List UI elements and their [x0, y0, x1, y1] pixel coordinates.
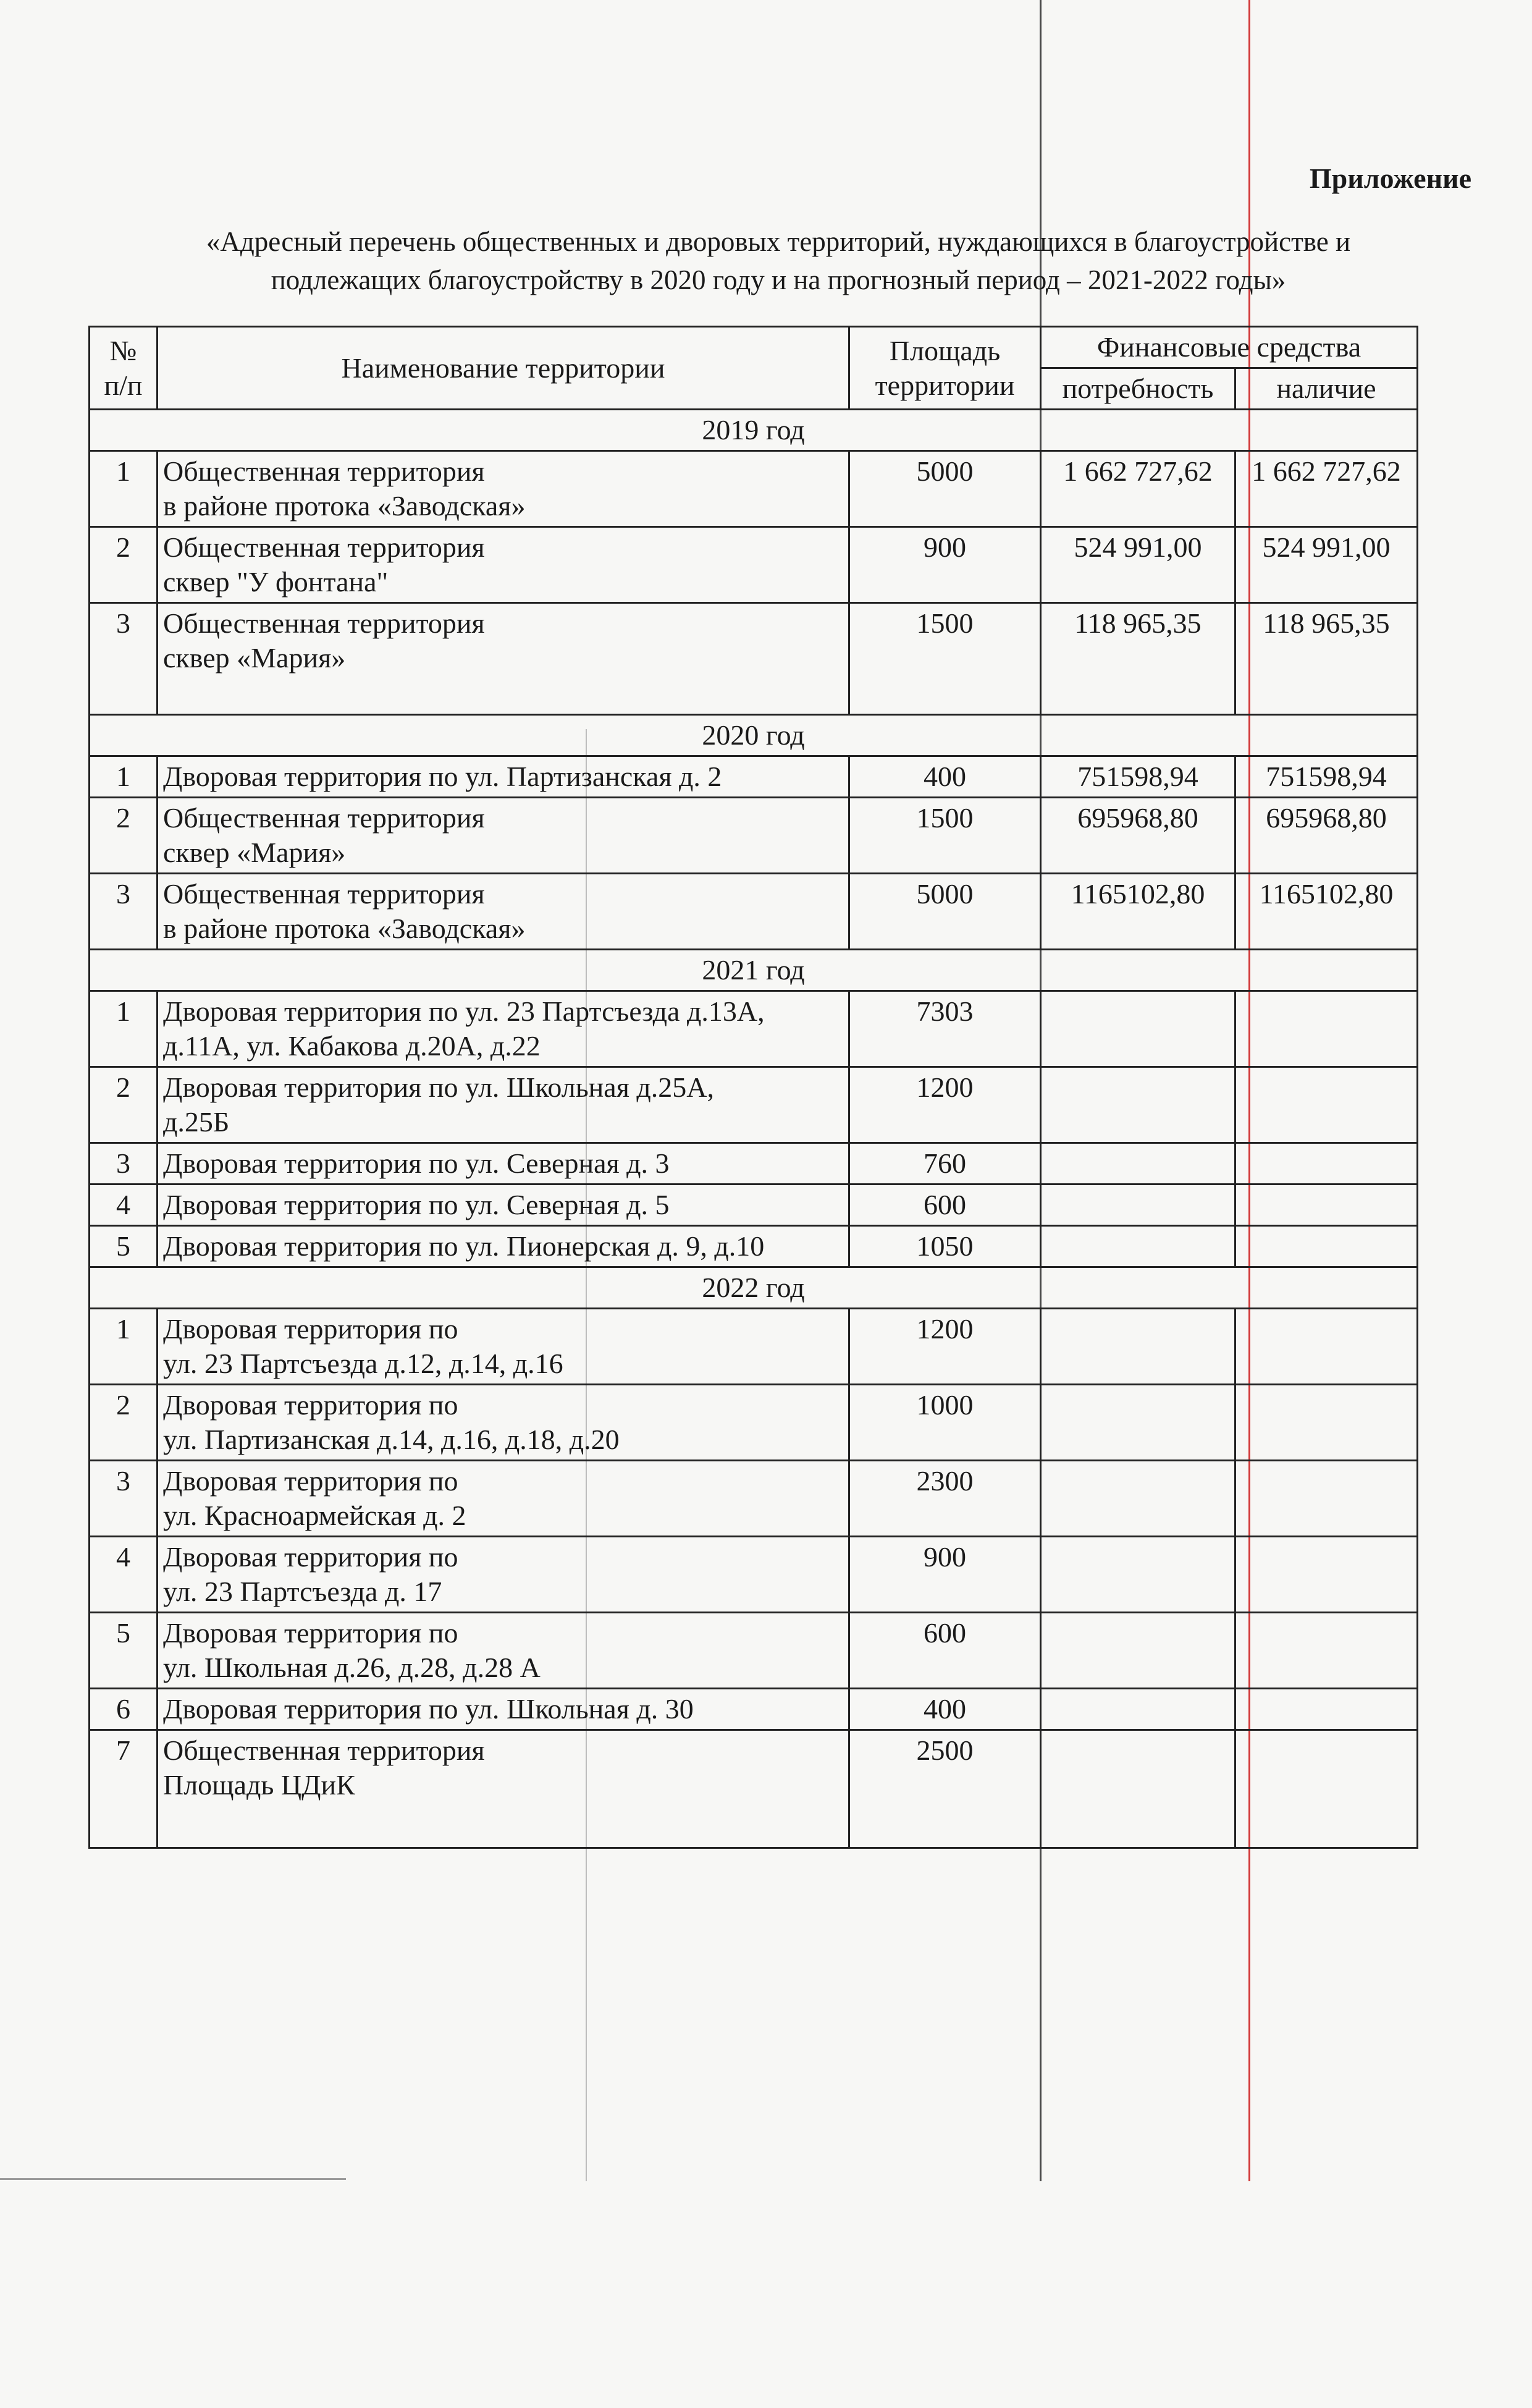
territory-area: 600: [849, 1613, 1041, 1689]
territory-name-line2: в районе протока «Заводская»: [163, 913, 526, 944]
finance-need: [1041, 1185, 1235, 1226]
finance-available: 1165102,80: [1235, 874, 1418, 950]
finance-need: [1041, 1537, 1235, 1613]
finance-need: [1041, 1385, 1235, 1461]
finance-available: [1235, 1067, 1418, 1143]
territory-name: [158, 1185, 849, 1226]
territory-area: 1050: [849, 1226, 1041, 1267]
territory-name-line1: Дворовая территория по ул. Пионерская д. 9, д.10: [163, 1230, 765, 1262]
table-row: [90, 1143, 1418, 1185]
territory-name-line2: сквер "У фонтана": [163, 566, 389, 598]
territory-name-line2: д.11А, ул. Кабакова д.20А, д.22: [163, 1030, 541, 1062]
row-number: 4: [90, 1185, 158, 1226]
row-number: 2: [90, 527, 158, 603]
table-row: [90, 1730, 1418, 1848]
header-finance: Финансовые средства: [1041, 327, 1418, 368]
finance-available: 695968,80: [1235, 798, 1418, 874]
territory-name: [158, 1613, 849, 1689]
territory-name-line1: Дворовая территория по ул. Северная д. 5: [163, 1189, 670, 1220]
territory-name-line2: ул. Партизанская д.14, д.16, д.18, д.20: [163, 1424, 620, 1455]
territory-name-line1: Общественная территория: [163, 607, 485, 639]
header-area-word1: Площадь: [889, 334, 1001, 366]
year-row: [90, 715, 1418, 756]
territory-name-line2: Площадь ЦДиК: [163, 1769, 355, 1801]
territory-name: [158, 1309, 849, 1385]
territory-name: [158, 874, 849, 950]
territory-name-line2: ул. 23 Партсъезда д. 17: [163, 1576, 442, 1607]
territory-area: 5000: [849, 874, 1041, 950]
finance-need: [1041, 991, 1235, 1067]
row-number: 3: [90, 874, 158, 950]
finance-available: 118 965,35: [1235, 603, 1418, 715]
territory-area: 600: [849, 1185, 1041, 1226]
table-row: [90, 1185, 1418, 1226]
finance-available: [1235, 1730, 1418, 1848]
territory-area: 2300: [849, 1461, 1041, 1537]
table-row: [90, 1461, 1418, 1537]
table-row: [90, 1226, 1418, 1267]
row-number: 1: [90, 756, 158, 798]
finance-available: [1235, 1185, 1418, 1226]
table-row: [90, 603, 1418, 715]
territory-area: 400: [849, 756, 1041, 798]
territory-name-line1: Общественная территория: [163, 878, 485, 910]
territory-name: [158, 1730, 849, 1848]
row-number: 2: [90, 1385, 158, 1461]
territory-name: [158, 756, 849, 798]
finance-available: [1235, 1385, 1418, 1461]
finance-available: [1235, 1226, 1418, 1267]
table-body: [90, 410, 1418, 1848]
territory-name-line2: ул. 23 Партсъезда д.12, д.14, д.16: [163, 1348, 563, 1379]
territory-area: 7303: [849, 991, 1041, 1067]
territory-name: [158, 1537, 849, 1613]
territory-area: 400: [849, 1689, 1041, 1730]
territory-name: [158, 1385, 849, 1461]
territory-name-line2: сквер «Мария»: [163, 837, 346, 868]
territory-name-line1: Общественная территория: [163, 1734, 485, 1766]
territory-name: [158, 1461, 849, 1537]
header-area: [849, 327, 1041, 410]
finance-available: 1 662 727,62: [1235, 451, 1418, 527]
territory-area: 1500: [849, 798, 1041, 874]
finance-need: [1041, 1461, 1235, 1537]
row-number: 3: [90, 1461, 158, 1537]
table-row: [90, 1067, 1418, 1143]
territory-name: [158, 1067, 849, 1143]
table-row: [90, 1689, 1418, 1730]
header-name: Наименование территории: [158, 327, 849, 410]
row-number: 4: [90, 1537, 158, 1613]
territory-name: [158, 1143, 849, 1185]
year-label: 2022 год: [90, 1267, 1418, 1309]
finance-need: [1041, 1730, 1235, 1848]
row-number: 3: [90, 603, 158, 715]
finance-available: [1235, 1461, 1418, 1537]
territory-name-line1: Дворовая территория по: [163, 1617, 458, 1649]
table-row: [90, 1613, 1418, 1689]
document-title: [99, 222, 1458, 299]
year-label: 2020 год: [90, 715, 1418, 756]
finance-available: 524 991,00: [1235, 527, 1418, 603]
finance-available: [1235, 991, 1418, 1067]
table-row: [90, 451, 1418, 527]
territory-name-line1: Дворовая территория по: [163, 1389, 458, 1421]
territory-name-line1: Дворовая территория по ул. Школьная д.25А,: [163, 1071, 714, 1103]
finance-need: 524 991,00: [1041, 527, 1235, 603]
territory-name: [158, 527, 849, 603]
finance-need: 1165102,80: [1041, 874, 1235, 950]
row-number: 1: [90, 991, 158, 1067]
territory-area: 5000: [849, 451, 1041, 527]
row-number: 1: [90, 451, 158, 527]
territory-name: [158, 1689, 849, 1730]
header-num: [90, 327, 158, 410]
territory-name-line1: Дворовая территория по: [163, 1465, 458, 1497]
finance-available: [1235, 1309, 1418, 1385]
table-row: [90, 991, 1418, 1067]
header-need: потребность: [1041, 368, 1235, 410]
header-avail: наличие: [1235, 368, 1418, 410]
finance-need: 695968,80: [1041, 798, 1235, 874]
title-line-2: подлежащих благоустройству в 2020 году и на прогнозный период – 2021-2022 годы»: [271, 264, 1286, 295]
appendix-label: Приложение: [1309, 163, 1471, 194]
row-number: 3: [90, 1143, 158, 1185]
row-number: 2: [90, 1067, 158, 1143]
header-num-symbol: №: [109, 334, 137, 366]
territory-name-line2: ул. Школьная д.26, д.28, д.28 А: [163, 1652, 541, 1683]
finance-available: [1235, 1689, 1418, 1730]
row-number: 5: [90, 1226, 158, 1267]
territory-name: [158, 991, 849, 1067]
territory-area: 1500: [849, 603, 1041, 715]
header-area-word2: территории: [875, 369, 1015, 401]
territory-area: 900: [849, 1537, 1041, 1613]
header-num-abbr: п/п: [104, 369, 143, 401]
territory-area: 1200: [849, 1309, 1041, 1385]
table-row: [90, 1309, 1418, 1385]
table-row: [90, 756, 1418, 798]
territory-name-line1: Дворовая территория по: [163, 1313, 458, 1345]
row-number: 5: [90, 1613, 158, 1689]
territory-name: [158, 798, 849, 874]
territory-name-line1: Дворовая территория по ул. Партизанская д. 2: [163, 761, 722, 792]
finance-available: [1235, 1537, 1418, 1613]
scan-edge-line: [0, 2178, 346, 2180]
row-number: 2: [90, 798, 158, 874]
finance-need: 118 965,35: [1041, 603, 1235, 715]
year-label: 2019 год: [90, 410, 1418, 451]
table-row: [90, 1385, 1418, 1461]
row-number: 1: [90, 1309, 158, 1385]
territory-name: [158, 451, 849, 527]
territory-table: [88, 326, 1418, 1849]
year-row: [90, 1267, 1418, 1309]
table-row: [90, 1537, 1418, 1613]
territory-area: 760: [849, 1143, 1041, 1185]
territory-area: 900: [849, 527, 1041, 603]
table-row: [90, 527, 1418, 603]
year-label: 2021 год: [90, 950, 1418, 991]
finance-need: [1041, 1143, 1235, 1185]
finance-available: [1235, 1143, 1418, 1185]
finance-need: [1041, 1067, 1235, 1143]
finance-available: [1235, 1613, 1418, 1689]
row-number: 7: [90, 1730, 158, 1848]
territory-name-line2: сквер «Мария»: [163, 642, 346, 674]
territory-name: [158, 603, 849, 715]
territory-name-line1: Дворовая территория по ул. Северная д. 3: [163, 1147, 670, 1179]
year-row: [90, 410, 1418, 451]
territory-area: 1200: [849, 1067, 1041, 1143]
table-header-row: [90, 327, 1418, 368]
territory-area: 1000: [849, 1385, 1041, 1461]
finance-available: 751598,94: [1235, 756, 1418, 798]
finance-need: [1041, 1226, 1235, 1267]
finance-need: 1 662 727,62: [1041, 451, 1235, 527]
year-row: [90, 950, 1418, 991]
territory-name-line1: Дворовая территория по ул. Школьная д. 30: [163, 1693, 694, 1725]
table-row: [90, 874, 1418, 950]
territory-name-line1: Общественная территория: [163, 802, 485, 834]
territory-name-line2: д.25Б: [163, 1106, 230, 1138]
title-line-1: «Адресный перечень общественных и дворовых территорий, нуждающихся в благоустройстве и: [206, 226, 1351, 257]
row-number: 6: [90, 1689, 158, 1730]
territory-name-line2: в районе протока «Заводская»: [163, 490, 526, 522]
territory-name-line1: Дворовая территория по ул. 23 Партсъезда д.13А,: [163, 995, 765, 1027]
table-row: [90, 798, 1418, 874]
finance-need: [1041, 1689, 1235, 1730]
territory-name: [158, 1226, 849, 1267]
finance-need: [1041, 1309, 1235, 1385]
territory-area: 2500: [849, 1730, 1041, 1848]
territory-name-line1: Общественная территория: [163, 455, 485, 487]
territory-name-line1: Общественная территория: [163, 531, 485, 563]
territory-name-line2: ул. Красноармейская д. 2: [163, 1500, 466, 1531]
finance-need: 751598,94: [1041, 756, 1235, 798]
finance-need: [1041, 1613, 1235, 1689]
territory-name-line1: Дворовая территория по: [163, 1541, 458, 1573]
